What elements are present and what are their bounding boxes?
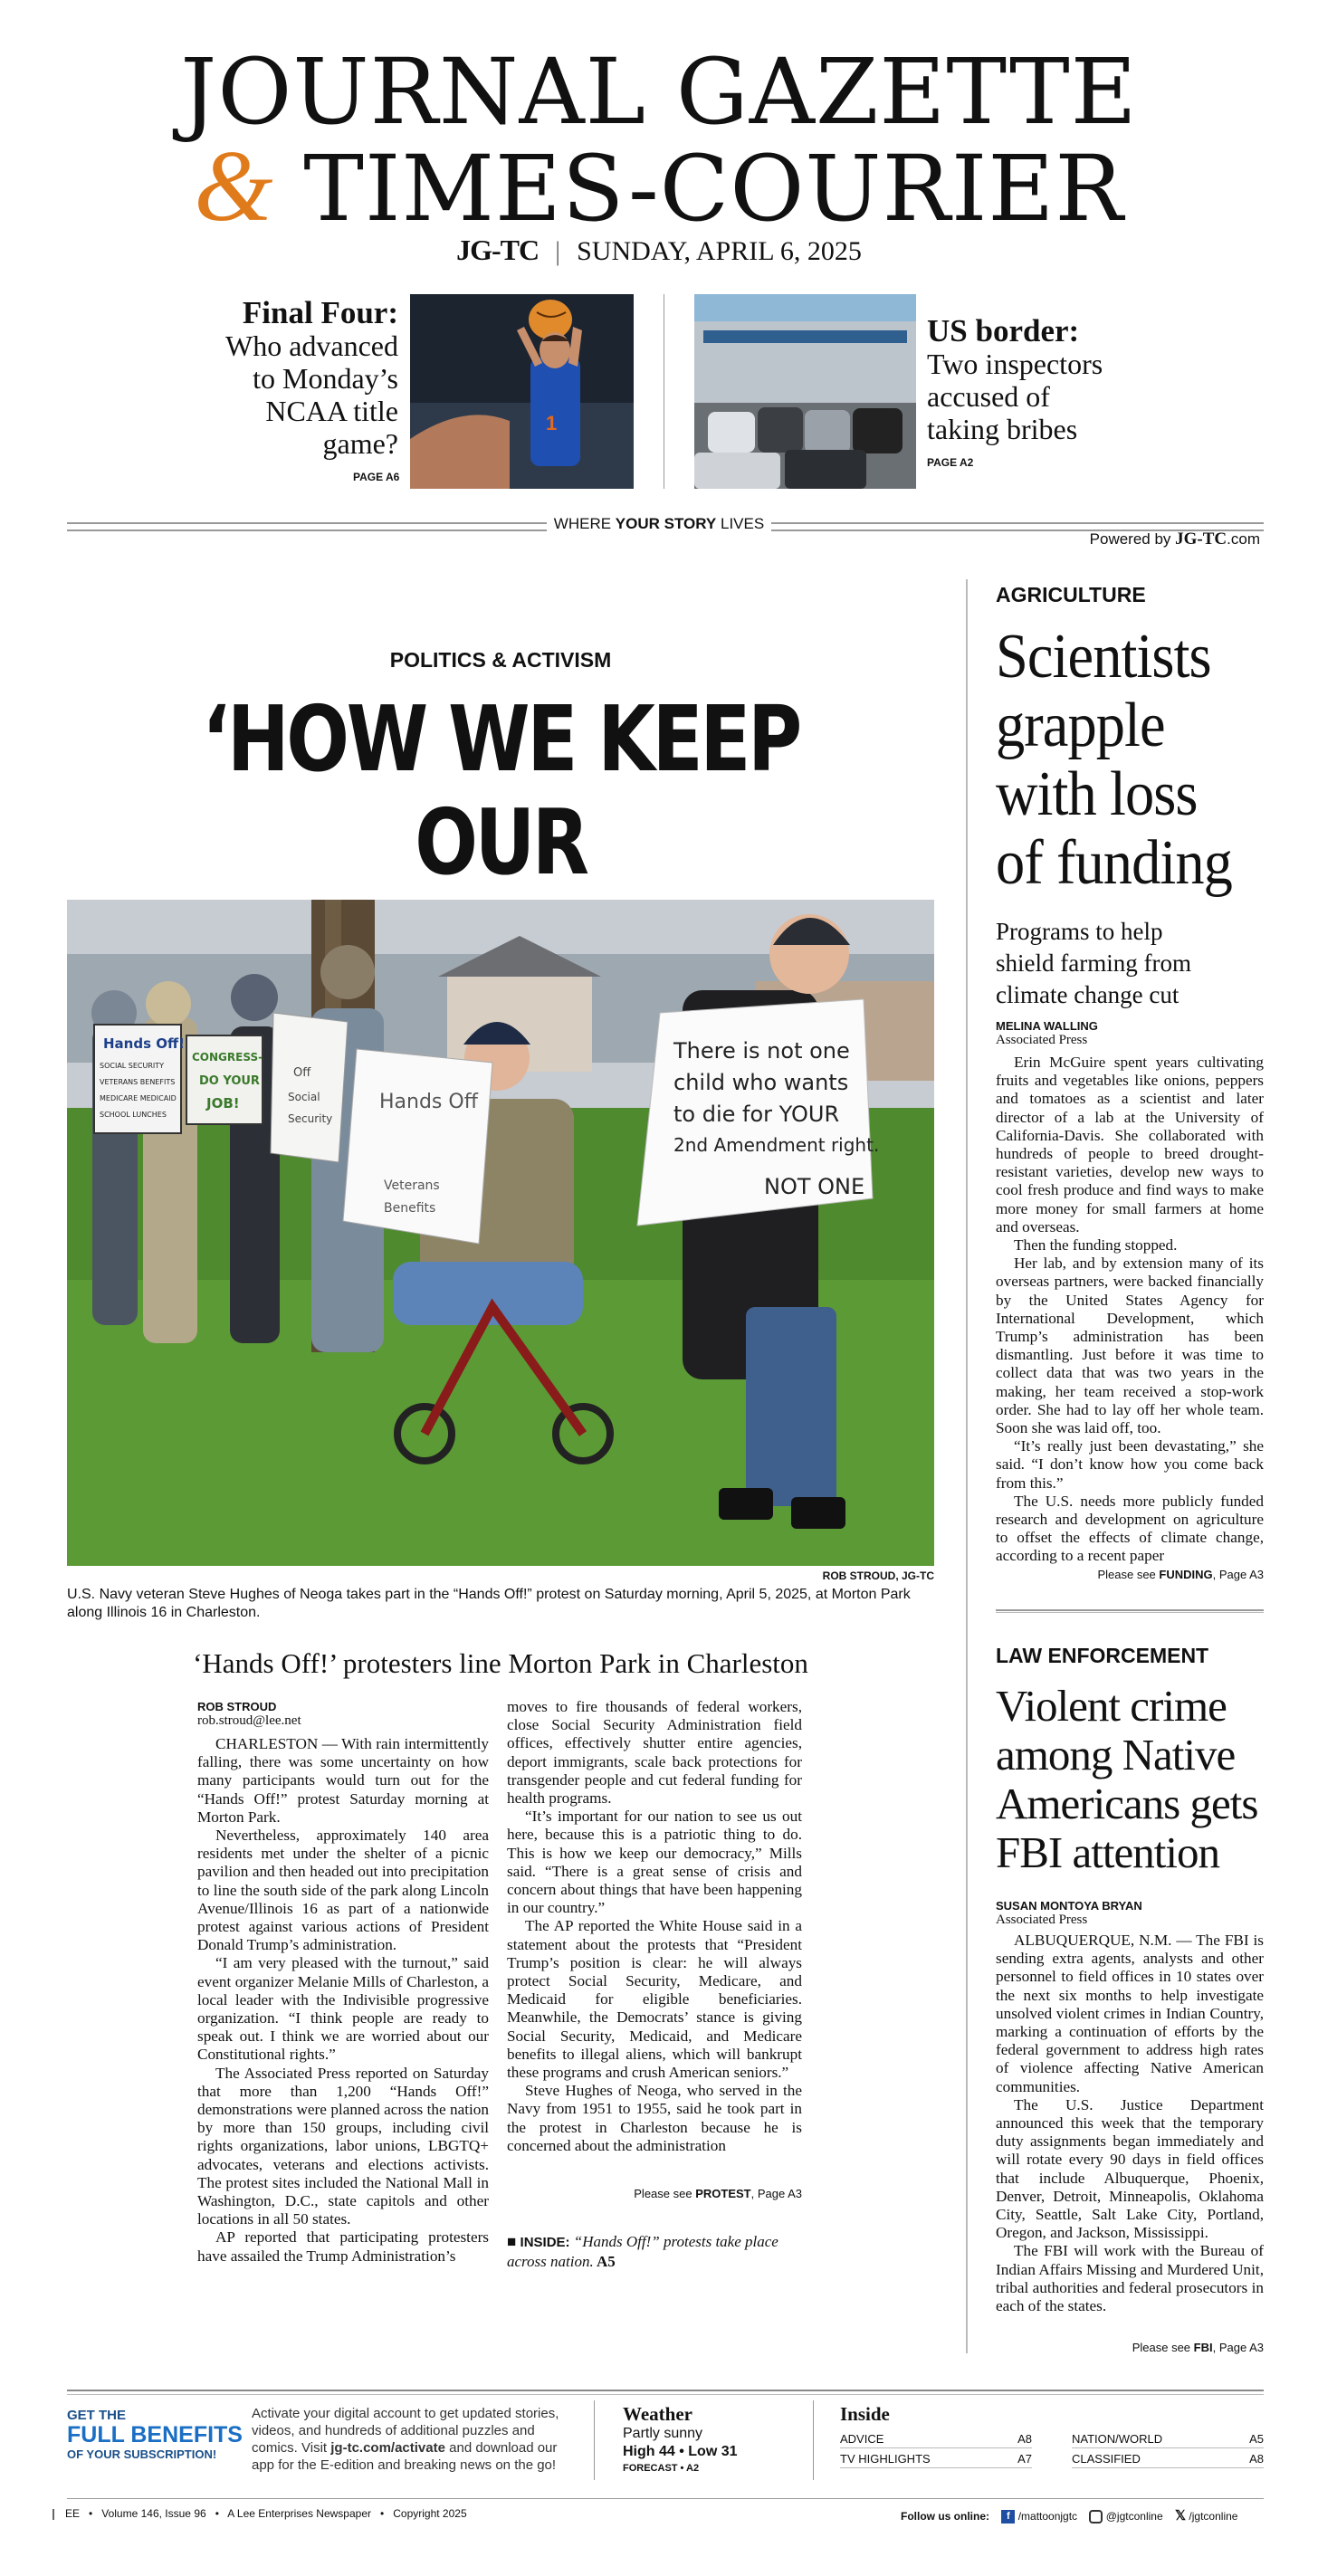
body-paragraph: The U.S. needs more publicly funded research and development on agriculture to offset the effects of climate change, according to a recent paper (996, 1492, 1264, 1565)
publisher-line: A Lee Enterprises Newspaper (227, 2507, 371, 2520)
powered-brand: JG-TC (1175, 530, 1227, 549)
sign-social-security (271, 1013, 348, 1162)
powered-post: .com (1227, 530, 1260, 548)
side-rule (996, 1609, 1264, 1613)
teaser-kicker: Final Four: (242, 295, 398, 330)
headline-line: FBI attention (996, 1827, 1219, 1877)
subscription-promo[interactable] (67, 2408, 243, 2462)
footer-divider (813, 2400, 814, 2480)
agriculture-section-label: AGRICULTURE (996, 583, 1146, 606)
jump-post: , Page A3 (1212, 2341, 1264, 2354)
promo-text (252, 2405, 563, 2474)
column-divider (966, 579, 968, 2353)
lead-email[interactable]: rob.stroud@lee.net (197, 1713, 301, 1728)
body-paragraph: The FBI will work with the Bureau of Indian Affairs Missing and Murdered Unit, tribal authorities and federal prosecutors in each of the states. (996, 2242, 1264, 2315)
sign-text: Off (293, 1066, 311, 1080)
body-paragraph: Erin McGuire spent years cultivating fruits and vegetables like onions, peppers and tomatoes as a scientist and later director of a lab at the University of California-Davis. She collaborated with hundreds of people to breed drought-resistant varieties, develop new ways to cool fresh produce and find ways to make more money for small farmers at home and overseas. (996, 1054, 1264, 1236)
bullet: • (215, 2507, 219, 2520)
edition-info (53, 2507, 467, 2520)
facebook-icon[interactable]: f (1001, 2510, 1015, 2524)
headline-line: of funding (996, 828, 1232, 898)
masthead (0, 39, 1318, 243)
body-paragraph: Nevertheless, approximately 140 area residents met under the shelter of a picnic pavilion and then headed out into precipitation to line the south side of the park along Lincoln Avenue/Illinois 16 as part of a nationwide protest against various actions of President Donald Trump’s administration. (197, 1827, 489, 1954)
bullet: • (89, 2507, 93, 2520)
footer-divider (594, 2400, 595, 2480)
jump-pre: Please see (1097, 1568, 1160, 1581)
inside-item-label: ADVICE (840, 2432, 884, 2446)
headline-line: Scientists (996, 622, 1211, 692)
photo-credit: ROB STROUD, JG-TC (822, 1569, 934, 1582)
sign-hands-off-social-security (94, 1025, 185, 1133)
headline-line: Americans gets (996, 1779, 1258, 1828)
bullet: • (380, 2507, 385, 2520)
border-photo[interactable] (694, 294, 916, 489)
instagram-icon[interactable] (1089, 2510, 1103, 2524)
jgtc-logo: JG-TC (456, 234, 540, 266)
inside-note[interactable] (507, 2232, 802, 2271)
sign-text: MEDICARE MEDICAID (100, 1094, 177, 1102)
sign-text: SCHOOL LUNCHES (100, 1111, 167, 1119)
sign-not-one-child (637, 999, 879, 1226)
lead-byline: ROB STROUD (197, 1700, 277, 1713)
inside-text: “Hands Off!” protests take place across nation. (507, 2233, 778, 2270)
body-paragraph: The Associated Press reported on Saturday that more than 1,200 “Hands Off!” demonstrations were planned across the nation by more than 150 groups, including civil rights organizations, labor unions, LBGTQ+ advocates, veterans and elections activists. The protest sites included the National Mall in Washington, D.C., state capitols and other locations in all 50 states. (197, 2064, 489, 2228)
photo-caption: U.S. Navy veteran Steve Hughes of Neoga takes part in the “Hands Off!” protest on Saturday morning, April 5, 2025, at Morton Park along Illinois 16 in Charleston. (67, 1587, 911, 1620)
sign-text: CONGRESS- (192, 1051, 263, 1064)
lead-body-col1 (197, 1735, 489, 2266)
sign-congress-do-your-job (186, 1035, 263, 1124)
facebook-handle[interactable]: /mattoonjgtc (1017, 2510, 1078, 2523)
inside-item-label: CLASSIFIED (1072, 2452, 1141, 2466)
body-paragraph: AP reported that participating protesters have assailed the Trump Administration’s (197, 2228, 489, 2265)
bottom-rule (67, 2498, 1264, 2499)
inside-title: Inside (840, 2403, 890, 2425)
lead-byline-block (197, 1700, 301, 1729)
sign-hands-off-veterans (343, 1049, 492, 1244)
sign-text: child who wants (673, 1070, 849, 1095)
sign-text: to die for YOUR (673, 1102, 840, 1127)
inside-item-label: TV HIGHLIGHTS (840, 2452, 931, 2466)
sign-text: SOCIAL SECURITY (100, 1062, 165, 1070)
sign-text: There is not one (673, 1038, 850, 1064)
agriculture-byline-block (996, 1019, 1098, 1048)
masthead-line2 (0, 130, 1318, 243)
teaser-line: Two inspectors (927, 348, 1103, 380)
protest-photo-illustration (67, 900, 934, 1566)
teaser-line: game? (322, 427, 398, 460)
masthead-ampersand: & (194, 130, 274, 243)
teaser-line: to Monday’s (253, 362, 398, 395)
teaser-line: NCAA title (265, 395, 398, 427)
x-handle[interactable]: /jgtconline (1189, 2510, 1238, 2523)
agriculture-agency: Associated Press (996, 1033, 1088, 1047)
sign-text: DO YOUR (199, 1074, 260, 1088)
jump-post: , Page A3 (750, 2187, 802, 2200)
copyright: Copyright 2025 (393, 2507, 467, 2520)
footer-rule (67, 2390, 1264, 2391)
tagline-bold: YOUR STORY (615, 515, 717, 532)
sign-text: 2nd Amendment right. (673, 1134, 880, 1156)
body-paragraph: Then the funding stopped. (1014, 1236, 1178, 1255)
agriculture-jump-line[interactable] (996, 1568, 1264, 1581)
inside-item-page: A5 (1249, 2432, 1264, 2446)
deck-line: shield farming from (996, 949, 1191, 977)
activate-link[interactable]: jg-tc.com/activate (330, 2440, 445, 2456)
masthead-line1: JOURNAL GAZETTE (180, 39, 1138, 145)
jump-post: , Page A3 (1212, 1568, 1264, 1581)
sign-text: JOB! (206, 1095, 240, 1111)
masthead-line2-text: TIMES-COURIER (303, 136, 1124, 242)
body-paragraph: “I am very pleased with the turnout,” said event organizer Melanie Mills of Charleston, a local leader with the Indivisible progressive organization. “I think people are ready to speak out. I think we are worried about our Constitutional rights.” (197, 1954, 489, 2064)
sign-text: Benefits (384, 1201, 436, 1216)
sign-text: Veterans (384, 1178, 440, 1193)
weather-condition: Partly sunny (623, 2426, 703, 2441)
powered-pre: Powered by (1089, 530, 1176, 548)
follow-label: Follow us online: (901, 2510, 989, 2523)
tagline-pre: WHERE (553, 515, 616, 532)
basketball-photo[interactable] (410, 294, 634, 489)
body-paragraph: “It’s really just been devastating,” she said. “I don’t know how you come back from this.” (996, 1437, 1264, 1492)
headline-line: grapple (996, 691, 1165, 760)
lead-subhead[interactable]: ‘Hands Off!’ protesters line Morton Park in Charleston (193, 1647, 808, 1679)
promo-line1: GET THE (67, 2408, 127, 2423)
sign-text: NOT ONE (764, 1174, 865, 1199)
headline-line: among Native (996, 1730, 1236, 1779)
body-paragraph: moves to fire thousands of federal workers, close Social Security Administration field offices, effectively shutter entire agencies, deport immigrants, scale back protections for transgender people and cut federal funding for health programs. (507, 1698, 802, 1808)
lead-photo[interactable] (67, 900, 934, 1566)
border-crossing-illustration (694, 294, 916, 489)
dateline-separator: | (555, 236, 561, 266)
deck-line: climate change cut (996, 981, 1180, 1008)
teaser-final-four[interactable] (172, 297, 398, 460)
jump-bold: FBI (1193, 2341, 1213, 2354)
inside-item-page: A7 (1017, 2452, 1032, 2466)
social-links (901, 2507, 1237, 2524)
law-body (996, 1932, 1264, 2315)
jump-pre: Please see (634, 2187, 696, 2200)
weather-title: Weather (623, 2403, 692, 2425)
issue-date: SUNDAY, APRIL 6, 2025 (577, 236, 862, 266)
inside-item-page: A8 (1249, 2452, 1264, 2466)
footer-rule-thin (67, 2394, 1264, 2395)
svg-text:1: 1 (546, 412, 558, 434)
body-paragraph: ALBUQUERQUE, N.M. — The FBI is sending extra agents, analysts and other personnel to field offices in 10 states over the next six months to help investigate unsolved violent crimes in Indian Country, marking a continuation of efforts by the federal government to address high rates of violence affecting Native American communities. (996, 1932, 1264, 2095)
body-paragraph: Her lab, and by extension many of its overseas partners, were backed financially by the United States Agency for International Development, which Trump’s administration has been dismantling. Just before it was time to collect data that was two years in the making, her team received a stop-work order. She had to lay off her whole team. Soon she was laid off, too. (996, 1255, 1264, 1437)
inside-index (840, 2403, 1264, 2466)
inside-item-nation-world[interactable] (1072, 2430, 1264, 2448)
inside-item-tv-highlights[interactable] (840, 2450, 1032, 2468)
headline-line: with loss (996, 759, 1198, 829)
agriculture-headline[interactable] (996, 623, 1246, 898)
teaser-page-ref: PAGE A6 (353, 471, 400, 483)
weather-high-low: High 44 • Low 31 (623, 2444, 738, 2459)
sign-text: Security (288, 1112, 333, 1125)
body-paragraph: “It’s important for our nation to see us out here, because this is a patriotic thing to do. This is how we keep our democracy,” Mills said. “There is a great sense of crisis and concern about things that have been happening in our country.” (507, 1808, 802, 1917)
lead-headline-line1: ‘HOW WE KEEP (202, 686, 799, 792)
x-icon[interactable]: 𝕏 (1174, 2508, 1187, 2524)
dateline (0, 234, 1318, 267)
promo-line2: FULL BENEFITS (67, 2422, 243, 2447)
teaser-line: taking bribes (927, 413, 1078, 445)
lead-jump-line[interactable] (507, 2187, 802, 2200)
jump-pre: Please see (1132, 2341, 1194, 2354)
law-agency: Associated Press (996, 1913, 1088, 1927)
promo-line3: OF YOUR SUBSCRIPTION! (67, 2447, 217, 2461)
deck-line: Programs to help (996, 918, 1163, 945)
sign-text: Social (288, 1091, 320, 1103)
teaser-us-border[interactable] (927, 315, 1162, 445)
agriculture-body (996, 1054, 1264, 1566)
sign-text: Hands Off (379, 1091, 478, 1113)
law-headline[interactable] (996, 1682, 1267, 1877)
headline-line: Violent crime (996, 1681, 1227, 1731)
inside-marker: ■ (507, 2233, 521, 2250)
teaser-kicker: US border: (927, 313, 1080, 348)
teaser-page-ref: PAGE A2 (927, 456, 974, 469)
sign-text: VETERANS BENEFITS (100, 1078, 176, 1086)
law-byline: SUSAN MONTOYA BRYAN (996, 1899, 1142, 1913)
basketball-player-illustration (410, 294, 634, 489)
promo-text-post: and download our app for the E-edition and breaking news on the go! (252, 2440, 558, 2473)
law-section-label: LAW ENFORCEMENT (996, 1644, 1209, 1667)
law-jump-line[interactable] (996, 2341, 1264, 2354)
tagline-post: LIVES (716, 515, 765, 532)
volume-issue: Volume 146, Issue 96 (101, 2507, 206, 2520)
inside-item-advice[interactable] (840, 2430, 1032, 2448)
barcode-icon (53, 2509, 62, 2520)
weather-forecast-ref: FORECAST • A2 (623, 2463, 700, 2474)
sign-text: Hands Off! (103, 1035, 185, 1052)
instagram-handle[interactable]: @jgtconline (1105, 2510, 1163, 2523)
lead-section-label: POLITICS & ACTIVISM (389, 648, 612, 672)
inside-label: INSIDE: (520, 2235, 570, 2250)
body-paragraph: Steve Hughes of Neoga, who served in the Navy from 1951 to 1955, said he took part in the protest in Charleston because he is concerned about the administration (507, 2082, 802, 2154)
body-paragraph: The AP reported the White House said in a statement about the protests that “President Trump’s position is clear: he will always protect Social Security, Medicare, and Medicaid for eligible beneficiaries. Meanwhile, the Democrats’ stance is giving Social Security, Medicaid, and Medicare benefits to illegal aliens, which will bankrupt these programs and crush American seniors.” (507, 1917, 802, 2082)
jump-bold: FUNDING (1159, 1568, 1213, 1581)
body-paragraph: CHARLESTON — With rain intermittently falling, there was some uncertainty on how many participants would turn out for the “Hands Off!” protest Saturday morning at Morton Park. (197, 1735, 489, 1826)
promo-text-pre: Activate your digital account to get updated stories, videos, and hundreds of additional puzzles and comics. Visit (252, 2406, 559, 2456)
teaser-line: Who advanced (224, 329, 398, 362)
body-paragraph: The U.S. Justice Department announced this week that the temporary duty assignments began immediately and will rotate every 90 days in field offices that include Albuquerque, Phoenix, Denver, Detroit, Minneapolis, Oklahoma City, Seattle, Salt Lake City, Portland, Oregon, and Jackson, Mississippi. (996, 2095, 1264, 2242)
inside-item-page: A8 (1017, 2432, 1032, 2446)
inside-item-label: NATION/WORLD (1072, 2432, 1163, 2446)
edition-code: EE (65, 2507, 81, 2520)
teaser-line: accused of (927, 380, 1050, 413)
inside-page: A5 (593, 2253, 616, 2270)
inside-item-classified[interactable] (1072, 2450, 1264, 2468)
weather-box[interactable] (623, 2403, 738, 2476)
lead-headline-line2: OUR (415, 789, 587, 895)
agriculture-byline: MELINA WALLING (996, 1019, 1098, 1033)
agriculture-deck (996, 916, 1267, 1011)
lead-body-col2 (507, 1698, 802, 2155)
jump-bold: PROTEST (695, 2187, 751, 2200)
powered-by[interactable] (1090, 530, 1260, 549)
law-byline-block (996, 1899, 1142, 1928)
